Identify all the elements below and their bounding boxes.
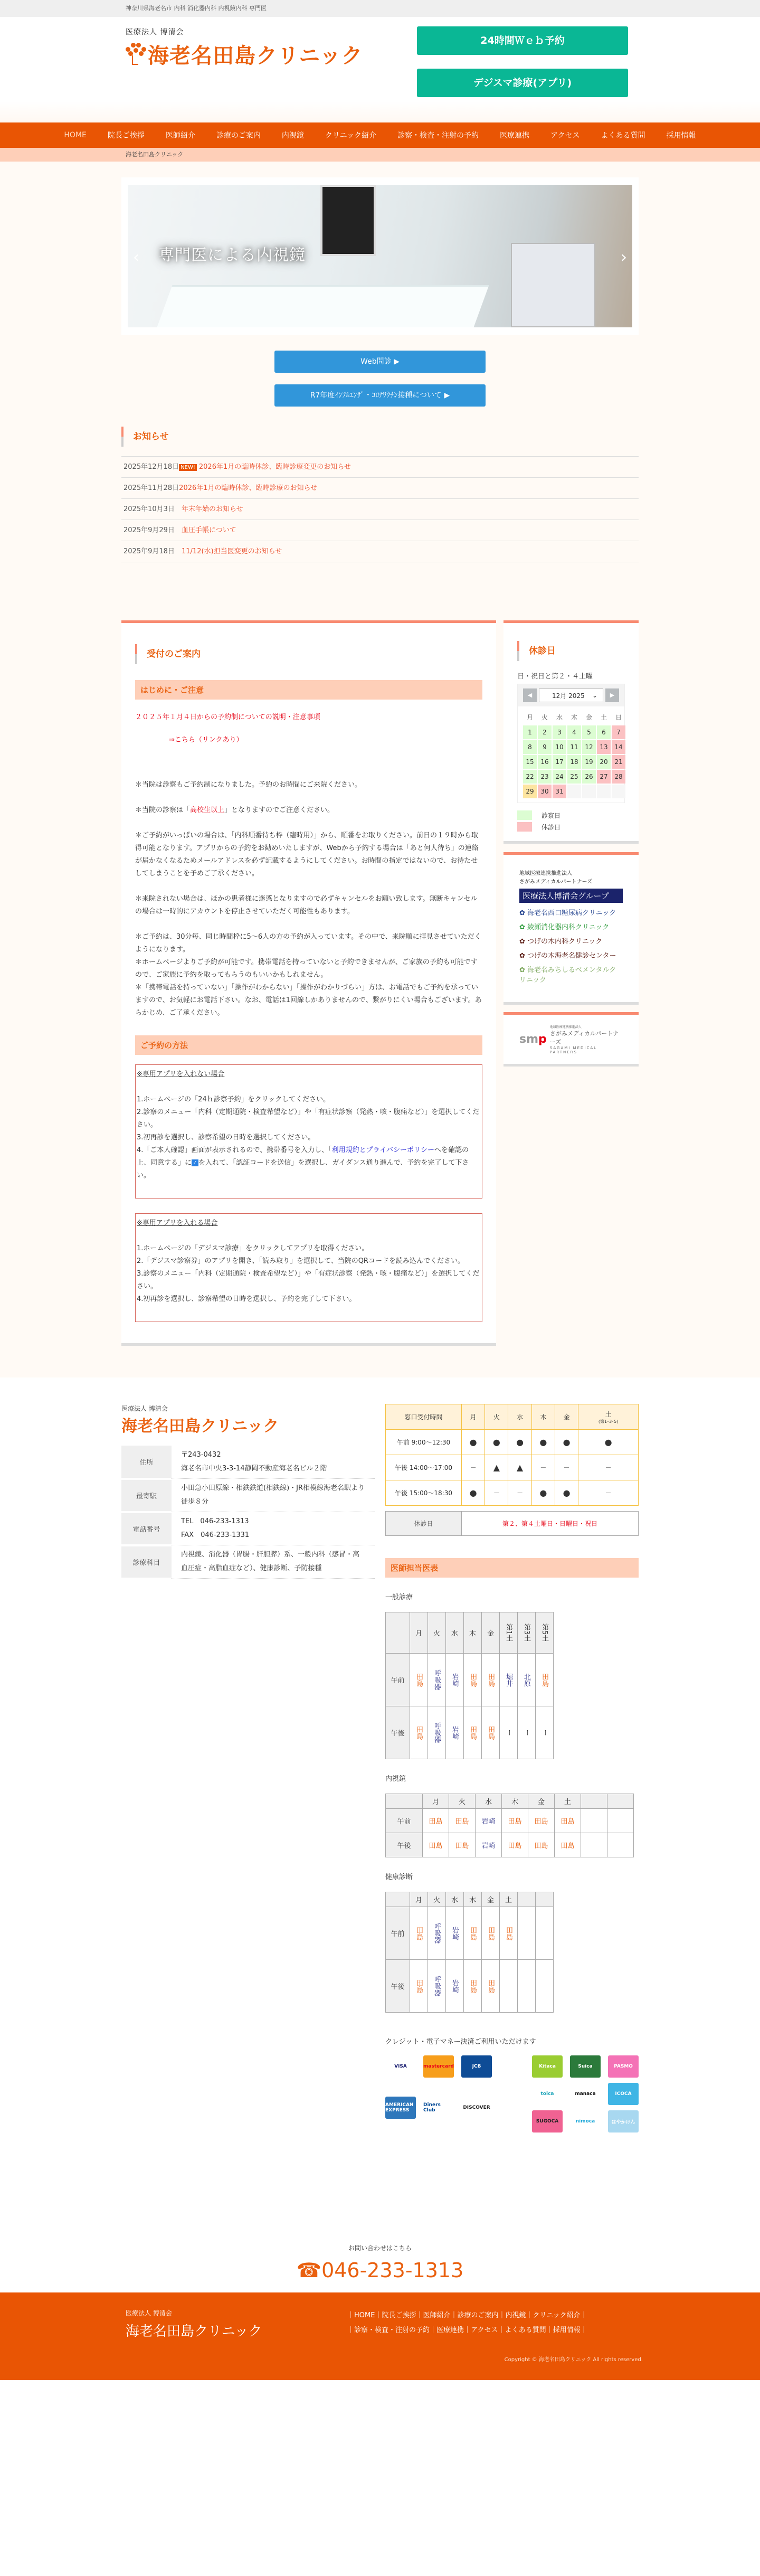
notice-paragraph: ＊来院されない場合は、ほかの患者様に迷惑となりますので必ずキャンセルをお願い致します。無断キャンセルの場合は一時的にアカウントを停止させていただく可能性もあります。 — [135, 895, 478, 916]
calendar-day: 20 — [597, 755, 611, 769]
payment-logo: toica — [532, 2083, 563, 2105]
reception-panel — [121, 620, 496, 1346]
calendar-day: 31 — [553, 785, 566, 798]
schedule-row: 午後 田島 呼吸器 岩崎 田島 田島 ー ー ー — [386, 1706, 554, 1759]
footer-logo[interactable]: 医療法人 博清会 海老名田島クリニック — [126, 2309, 262, 2339]
smp-logo: smp — [519, 1033, 547, 1046]
reception-hours-table: 窓口受付時間 月 火 水 木 金 土 (第1･3･5) 午前 9:00～12:30 ● ● ● ● ● ● 午後 14:00～17:00 － ▲ ▲ － － － 午後 15:00～18:30 ● － － ● ● － — [385, 1404, 639, 1506]
calendar-day: 25 — [567, 770, 581, 784]
payment-logo: SUGOCA — [532, 2110, 563, 2132]
calendar-day: 11 — [567, 740, 581, 754]
notice-paragraph: ＊当院は診察もご予約制になりました。予約のお時間にご来院ください。 — [135, 781, 362, 789]
nav-reservation[interactable]: 診察・検査・注射の予約 — [397, 131, 479, 140]
checkup-label: 健康診断 — [385, 1873, 413, 1881]
calendar-day: 30 — [538, 785, 552, 798]
calendar-day — [567, 785, 581, 798]
calendar-day: 9 — [538, 740, 552, 754]
weekday-label: 水 — [556, 714, 563, 721]
clinic-info-table — [121, 1446, 375, 1580]
contact-label: お問い合わせはこちら — [348, 2244, 412, 2252]
new-badge: NEW! — [179, 464, 197, 471]
group-clinic-link[interactable]: ✿ つげの木内科クリニック — [519, 938, 603, 946]
payment-logo: DISCOVER — [461, 2097, 492, 2119]
calendar-day — [597, 785, 611, 798]
holiday-title: 休診日 — [517, 641, 625, 661]
top-bar — [0, 0, 760, 17]
web-questionnaire-button[interactable]: Web問診 ▶ — [274, 351, 486, 373]
digisuma-app-button[interactable]: デジスマ診療(アプリ) — [417, 69, 628, 97]
endoscopy-label: 内視鏡 — [385, 1775, 406, 1783]
notice-paragraph: ＊当院の診察は「高校生以上」となりますのでご注意ください。 — [135, 806, 335, 814]
calendar-day — [612, 785, 625, 798]
reservation-method-heading: ご予約の方法 — [135, 1035, 482, 1055]
payment-title: クレジット・電子マネー決済ご利用いただけます — [385, 2038, 536, 2046]
payment-logo: mastercard — [423, 2055, 454, 2078]
calendar-day: 15 — [523, 755, 537, 769]
contact-section — [0, 2243, 760, 2292]
chevron-down-icon: ⌄ — [592, 692, 597, 699]
payment-logo: Kitaca — [532, 2055, 563, 2078]
news-item[interactable]: 2025年9月29日 血圧手帳について — [121, 520, 639, 541]
site-footer — [0, 2292, 760, 2380]
calendar-day: 10 — [553, 740, 566, 754]
holiday-desc: 日・祝日と第２・４土曜 — [517, 673, 593, 681]
news-title: お知らせ — [121, 427, 639, 447]
news-item[interactable]: 2025年11月28日2026年1月の臨時休診、臨時診療のお知らせ — [121, 478, 639, 499]
weekday-label: 土 — [600, 714, 607, 721]
calendar-day: 3 — [553, 725, 566, 739]
emoney-logos — [532, 2055, 639, 2132]
calendar-day: 8 — [523, 740, 537, 754]
news-item[interactable]: 2025年10月3日 年末年始のお知らせ — [121, 499, 639, 520]
calendar-day: 12 — [582, 740, 596, 754]
payment-logo: VISA — [385, 2055, 416, 2078]
nav-home[interactable]: HOME — [64, 131, 87, 139]
weekday-label: 金 — [585, 714, 592, 721]
payment-logo: AMERICAN EXPRESS — [385, 2097, 416, 2119]
payment-logo: manaca — [570, 2083, 601, 2105]
site-header — [0, 17, 760, 122]
hours-row: 午後 15:00～18:30 ● － － ● ● － — [386, 1480, 639, 1506]
general-label: 一般診療 — [385, 1593, 413, 1601]
closed-days-table: 休診日 第２、第４土曜日・日曜日・祝日 — [385, 1511, 639, 1536]
nav-guide[interactable]: 診療のご案内 — [216, 131, 261, 140]
group-clinic-link[interactable]: ✿ つげの木海老名健診センター — [519, 952, 616, 960]
clinic-info — [121, 1404, 639, 2132]
calendar-day: 16 — [538, 755, 552, 769]
doctor-schedule-heading: 医師担当医表 — [385, 1558, 639, 1578]
schedule-row: 午前 田島 呼吸器 岩崎 田島 田島 堀井 北原 田島 — [386, 1654, 554, 1706]
vaccine-info-button[interactable]: R7年度ｲﾝﾌﾙｴﾝｻﾞ・ｺﾛﾅﾜｸﾁﾝ接種について ▶ — [274, 384, 486, 407]
hero-image — [128, 185, 632, 327]
group-clinic-link[interactable]: ✿ 海老名みちしるべメンタルクリニック — [519, 966, 616, 984]
slider-prev-icon[interactable]: ‹ — [133, 248, 139, 267]
payment-logo: JCB — [461, 2055, 492, 2078]
checkup-schedule-table: 月 火 水 木 金 土 午前 田島 呼吸器 岩崎 田島 田島 田島 午後 田島 呼吸器 岩崎 田島 田島 — [385, 1892, 554, 2013]
clinic-flower-icon — [126, 43, 145, 66]
nav-cooperation[interactable]: 医療連携 — [500, 131, 530, 140]
group-clinic-link[interactable]: ✿ 海老名西口糖尿病クリニック — [519, 909, 616, 917]
payment-logo: はやかけん — [608, 2110, 639, 2132]
calendar-day: 18 — [567, 755, 581, 769]
holiday-calendar — [517, 684, 625, 803]
calendar-day: 7 — [612, 725, 625, 739]
calendar-day: 2 — [538, 725, 552, 739]
checkbox-icon: ✓ — [192, 1159, 198, 1166]
notice-paragraph: ＊ご予約がいっぱいの場合は、「内科順番待ち枠（臨時用）」から、順番をお取りください。前日の１９時から取得可能となります。アプリからの予約をお勧めいたしますが、Webから予約する場合は「あと何人待ち」の連絡が届かなくなるためメールアドレスを必ず記載するようにしてください。お時間の指定ではないので、お待たせしてしまうことを予めご了承ください。 — [135, 832, 479, 877]
calendar-day: 29 — [523, 785, 537, 798]
notice-paragraph: ＊ご予約は、30分毎、同じ時間枠に5～6人の方の予約が入っています。その中で、来院順に拝見させていただくようになります。 — [135, 933, 481, 954]
schedule-row: 午前 田島 田島 岩崎 田島 田島 田島 — [386, 1809, 634, 1833]
calendar-day: 1 — [523, 725, 537, 739]
hours-row: 午前 9:00～12:30 ● ● ● ● ● ● — [386, 1430, 639, 1455]
news-item[interactable]: 2025年12月18日 NEW! 2026年1月の臨時休診、臨時診療変更のお知らせ — [121, 457, 639, 478]
no-app-steps: ※専用アプリを入れない場合 1.ホームページの「24ｈ診察予約」をクリックしてください。 2.診察のメニュー「内科（定期通院・検査希望など）」や「有症状診察（発熱・咳・腹痛など）」を選択してください。 3.初再診を選択し、診察希望の日時を選択してください。 4.「ご本人確認」画面が表示されるので、携帯番号を入力し、「利用規約とプライバシーポリシーへを確認の上、同意する」に ✓ を入れて、「認証コードを送信」を選択し、ガイダンス通り進んで、予約を完了して下さい。 — [135, 1064, 482, 1199]
calendar-day: 14 — [612, 740, 625, 754]
payment-logo: Diners Club — [423, 2097, 454, 2119]
reservation-notice: ２０２５年１月４日からの予約制についての説明・注意事項 — [135, 713, 320, 721]
site-logo[interactable] — [126, 26, 363, 69]
privacy-policy-link[interactable]: 利用規約とプライバシーポリシー — [331, 1146, 435, 1154]
calendar-day: 17 — [553, 755, 566, 769]
schedule-row: 午後 田島 呼吸器 岩崎 田島 田島 — [386, 1960, 554, 2013]
notice-link[interactable]: ⇒こちら（リンクあり） — [169, 736, 243, 744]
site-tagline: 神奈川県海老名市 内科 消化器内科 内視鏡内科 専門医 — [126, 5, 267, 12]
calendar-day: 21 — [612, 755, 625, 769]
hours-row: 午後 14:00～17:00 － ▲ ▲ － － － — [386, 1455, 639, 1480]
nav-greeting[interactable]: 院長ご挨拶 — [107, 131, 145, 140]
credit-card-logos — [385, 2055, 492, 2132]
notice-paragraph: ＊「携帯電話を持っていない」「操作がわからない」「操作がわかりづらい」方は、お電話でもご予約を承っていますので、お気軽にお電話下さい。なお、電話は1回線しかありませんので、繋がりにくい場合もございます。あらかじめ、ご了承ください。 — [135, 984, 482, 1017]
main-nav — [0, 122, 760, 148]
info-row: 診療科目 内視鏡、消化器（胃腸・肝胆膵）系、一般内科（感冒・高血圧症・高脂血症など）、健康診断、予防接種 — [121, 1545, 375, 1579]
calendar-day: 24 — [553, 770, 566, 784]
hero-caption: 専門医による内視鏡 — [158, 246, 306, 265]
logo-corp: 医療法人 博清会 — [126, 28, 184, 36]
calendar-day: 23 — [538, 770, 552, 784]
info-row: 最寄駅 小田急小田原線・相鉄鉄道(相鉄線)・JR相模線海老名駅より徒歩８分 — [121, 1479, 375, 1512]
calendar-day: 13 — [597, 740, 611, 754]
hero-slider — [121, 177, 639, 335]
weekday-label: 月 — [526, 714, 533, 721]
weekday-label: 日 — [615, 714, 622, 721]
calendar-grid — [518, 706, 624, 803]
clinic-name: 海老名田島クリニック — [148, 44, 363, 68]
payment-logo: ICOCA — [608, 2083, 639, 2105]
notice-paragraph: ＊ホームページよりご予約が可能です。携帯電話を持っていないと予約できませんが、ご家族の予約も可能ですので、ご家族に予約を取ってもらうのもいいかもしれません。 — [135, 958, 478, 979]
web-reservation-button[interactable]: 24時間Ｗｅｂ予約 — [417, 26, 628, 55]
slider-next-icon[interactable]: › — [621, 248, 627, 267]
group-banner[interactable]: 地域医療連携推進法人 さがみメディカルパートナーズ 医療法人博清会グループ ✿ 海老名西口糖尿病クリニック ✿ 綾瀬消化器内科クリニック ✿ つげの木内科クリニック ✿ つげの木海老名健診センター ✿ 海老名みちしるべメンタルクリニック — [504, 852, 639, 1005]
footer-links[interactable]: ｜HOME｜院長ご挨拶｜医師紹介｜診療のご案内｜内視鏡｜クリニック紹介｜ ｜診察・検査・注射の予約｜医療連携｜アクセス｜よくある質問｜採用情報｜ — [347, 2311, 587, 2334]
contact-phone[interactable]: ☎046-233-1313 — [296, 2259, 464, 2282]
endoscopy-schedule-table: 月 火 水 木 金 土 午前 田島 田島 岩崎 田島 田島 田島 午後 田島 田島 岩崎 田島 田島 田島 — [385, 1794, 634, 1857]
main-content — [0, 162, 760, 1377]
group-clinic-link[interactable]: ✿ 綾瀬消化器内科クリニック — [519, 923, 610, 931]
intro-heading: はじめに・ご注意 — [135, 680, 482, 700]
footer-info-logo: 医療法人 博清会 海老名田島クリニック — [121, 1405, 279, 1436]
nav-faq[interactable]: よくある質問 — [601, 131, 645, 140]
calendar-day — [582, 785, 596, 798]
nav-endoscopy[interactable]: 内視鏡 — [281, 131, 304, 140]
schedule-row: 午後 田島 田島 岩崎 田島 田島 田島 — [386, 1833, 634, 1857]
calendar-next-icon[interactable]: ▶ — [605, 688, 619, 702]
calendar-day: 28 — [612, 770, 625, 784]
calendar-day: 26 — [582, 770, 596, 784]
nav-doctors[interactable]: 医師紹介 — [165, 131, 195, 140]
schedule-row: 午前 田島 呼吸器 岩崎 田島 田島 田島 — [386, 1907, 554, 1960]
phone-icon: ☎ — [296, 2259, 322, 2282]
weekday-label: 木 — [571, 714, 577, 721]
nav-access[interactable]: アクセス — [550, 131, 580, 140]
general-schedule-table: 月 火 水 木 金 第1土 第3土 第5土 午前 田島 呼吸器 岩崎 田島 田島 堀井 北原 田島 午後 田島 呼吸器 岩崎 田島 田島 ー ー ー — [385, 1612, 554, 1759]
calendar-prev-icon[interactable]: ◀ — [523, 688, 537, 702]
weekday-label: 火 — [541, 714, 548, 721]
news-item[interactable]: 2025年9月18日 11/12(水)担当医変更のお知らせ — [121, 541, 639, 562]
calendar-day: 27 — [597, 770, 611, 784]
info-row: 電話番号 TEL 046-233-1313 FAX 046-233-1331 — [121, 1512, 375, 1545]
nav-clinic[interactable]: クリニック紹介 — [325, 131, 377, 140]
copyright: Copyright © 海老名田島クリニック All rights reserved. — [504, 2357, 643, 2363]
breadcrumb — [0, 148, 760, 162]
calendar-day: 22 — [523, 770, 537, 784]
calendar-day: 6 — [597, 725, 611, 739]
smp-banner[interactable]: smp 地域医療連携推進法人 さがみメディカルパートナーズ SAGAMI MEDICAL PARTNERS — [504, 1012, 639, 1067]
payment-logo: nimoca — [570, 2110, 601, 2132]
info-row: 住所 〒243-0432 海老名市中央3-3-14静岡不動産海老名ビル２階 — [121, 1446, 375, 1479]
payment-logo: Suica — [570, 2055, 601, 2078]
holiday-panel — [504, 620, 639, 844]
calendar-day: 19 — [582, 755, 596, 769]
nav-recruit[interactable]: 採用情報 — [666, 131, 696, 140]
month-select[interactable]: 12月 2025 ⌄ — [539, 688, 603, 702]
app-steps: ※専用アプリを入れる場合 1.ホームページの「デジスマ診療」をクリックしてアプリを取得ください。 2.「デジスマ診察券」のアプリを開き、「読み取り」を選択して、当院のQRコードを読み込んでください。 3.診察のメニュー「内科（定期通院・検査希望など）」や「有症状診察（発熱・咳・腹痛など）」を選択してください。 4.初再診を選択し、診察希望の日時を選択し、予約を完了して下さい。 — [135, 1213, 482, 1322]
calendar-day: 4 — [567, 725, 581, 739]
calendar-day: 5 — [582, 725, 596, 739]
breadcrumb-current: 海老名田島クリニック — [126, 151, 184, 158]
reception-title: 受付のご案内 — [135, 644, 482, 664]
news-section — [121, 427, 639, 562]
calendar-legend: 診察日 休診日 — [517, 810, 625, 832]
payment-logo: PASMO — [608, 2055, 639, 2078]
